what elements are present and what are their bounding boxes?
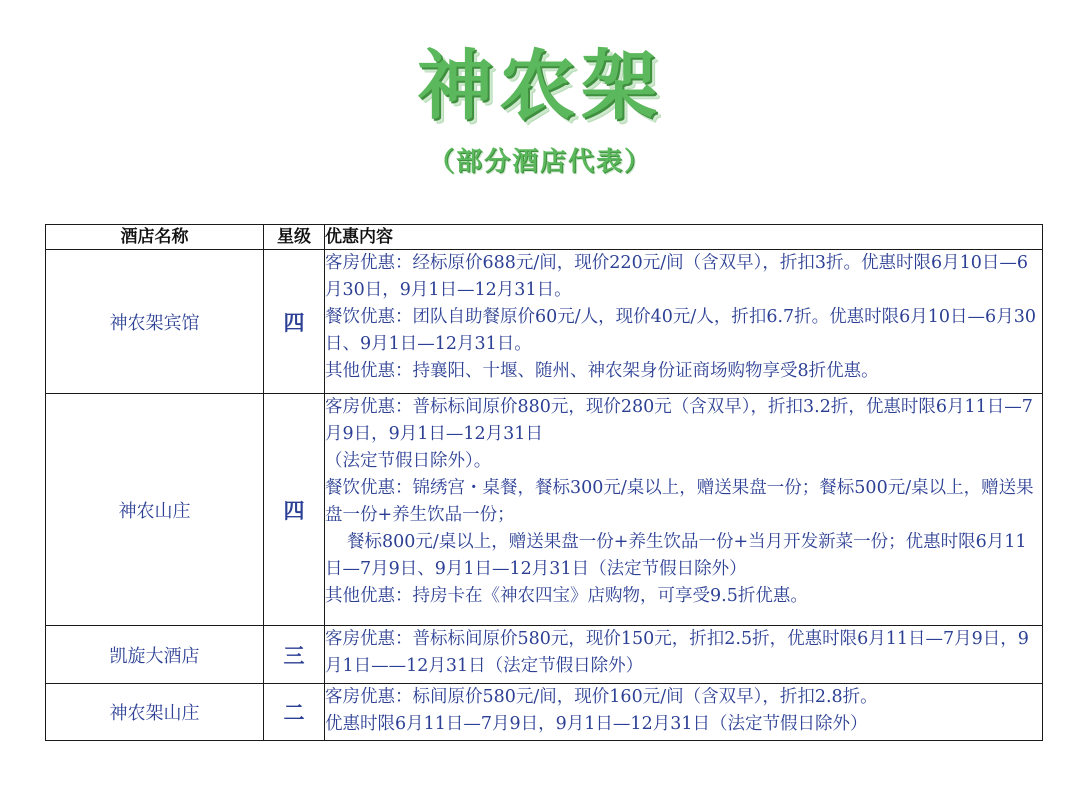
- table-row: [46, 684, 1043, 741]
- offer-line: 餐饮优惠：团队自助餐原价60元/人，现价40元/人，折扣6.7折。优惠时限6月10日—6月30日、9月1日—12月31日。: [325, 307, 1036, 354]
- hotel-name-cell: 神农山庄: [46, 394, 264, 626]
- offer-content-cell: [325, 626, 1043, 684]
- header-offer-content: 优惠内容: [325, 225, 1043, 250]
- offer-line: 客房优惠：普标标间原价580元，现价150元，折扣2.5折，优惠时限6月11日—7月9日，9月1日——12月31日（法定节假日除外）: [325, 629, 1029, 676]
- offer-line: 客房优惠：标间原价580元/间，现价160元/间（含双早），折扣2.8折。: [325, 687, 878, 707]
- offer-line: （法定节假日除外）。: [325, 451, 492, 471]
- table-row: [46, 626, 1043, 684]
- offer-line: 客房优惠：普标标间原价880元，现价280元（含双早），折扣3.2折，优惠时限6月11日—7月9日，9月1日—12月31日: [325, 397, 1033, 444]
- hotel-name-cell: 神农架山庄: [46, 684, 264, 741]
- offer-content-cell: [325, 684, 1043, 741]
- star-level-cell: 四: [264, 394, 325, 626]
- offer-content-cell: [325, 250, 1043, 394]
- header-hotel-name: 酒店名称: [46, 225, 264, 250]
- offer-content-cell: [325, 394, 1043, 626]
- page-subtitle: （部分酒店代表）: [427, 147, 652, 177]
- offer-line: 其他优惠：持襄阳、十堰、随州、神农架身份证商场购物享受8折优惠。: [325, 361, 879, 381]
- hotel-name-cell: 神农架宾馆: [46, 250, 264, 394]
- table-row: [46, 394, 1043, 626]
- page-title: 神农架: [417, 41, 663, 130]
- table-header-row: [46, 225, 1043, 250]
- star-level-cell: 四: [264, 250, 325, 394]
- header-star-level: 星级: [264, 225, 325, 250]
- offer-line: 餐饮优惠：锦绣宫・桌餐，餐标300元/桌以上，赠送果盘一份；餐标500元/桌以上，赠送果盘一份+养生饮品一份；: [325, 478, 1034, 525]
- hotel-offers-table: [45, 224, 1043, 741]
- offer-line: 客房优惠：经标原价688元/间，现价220元/间（含双早），折扣3折。优惠时限6月10日—6月30日，9月1日—12月31日。: [325, 253, 1029, 300]
- offer-line: 其他优惠：持房卡在《神农四宝》店购物，可享受9.5折优惠。: [325, 586, 808, 606]
- star-level-cell: 二: [264, 684, 325, 741]
- table-row: [46, 250, 1043, 394]
- offer-line: 优惠时限6月11日—7月9日，9月1日—12月31日（法定节假日除外）: [325, 714, 868, 734]
- star-level-cell: 三: [264, 626, 325, 684]
- hotel-name-cell: 凯旋大酒店: [46, 626, 264, 684]
- offer-line: 餐标800元/桌以上，赠送果盘一份+养生饮品一份+当月开发新菜一份；优惠时限6月11日—7月9日、9月1日—12月31日（法定节假日除外）: [325, 532, 1027, 579]
